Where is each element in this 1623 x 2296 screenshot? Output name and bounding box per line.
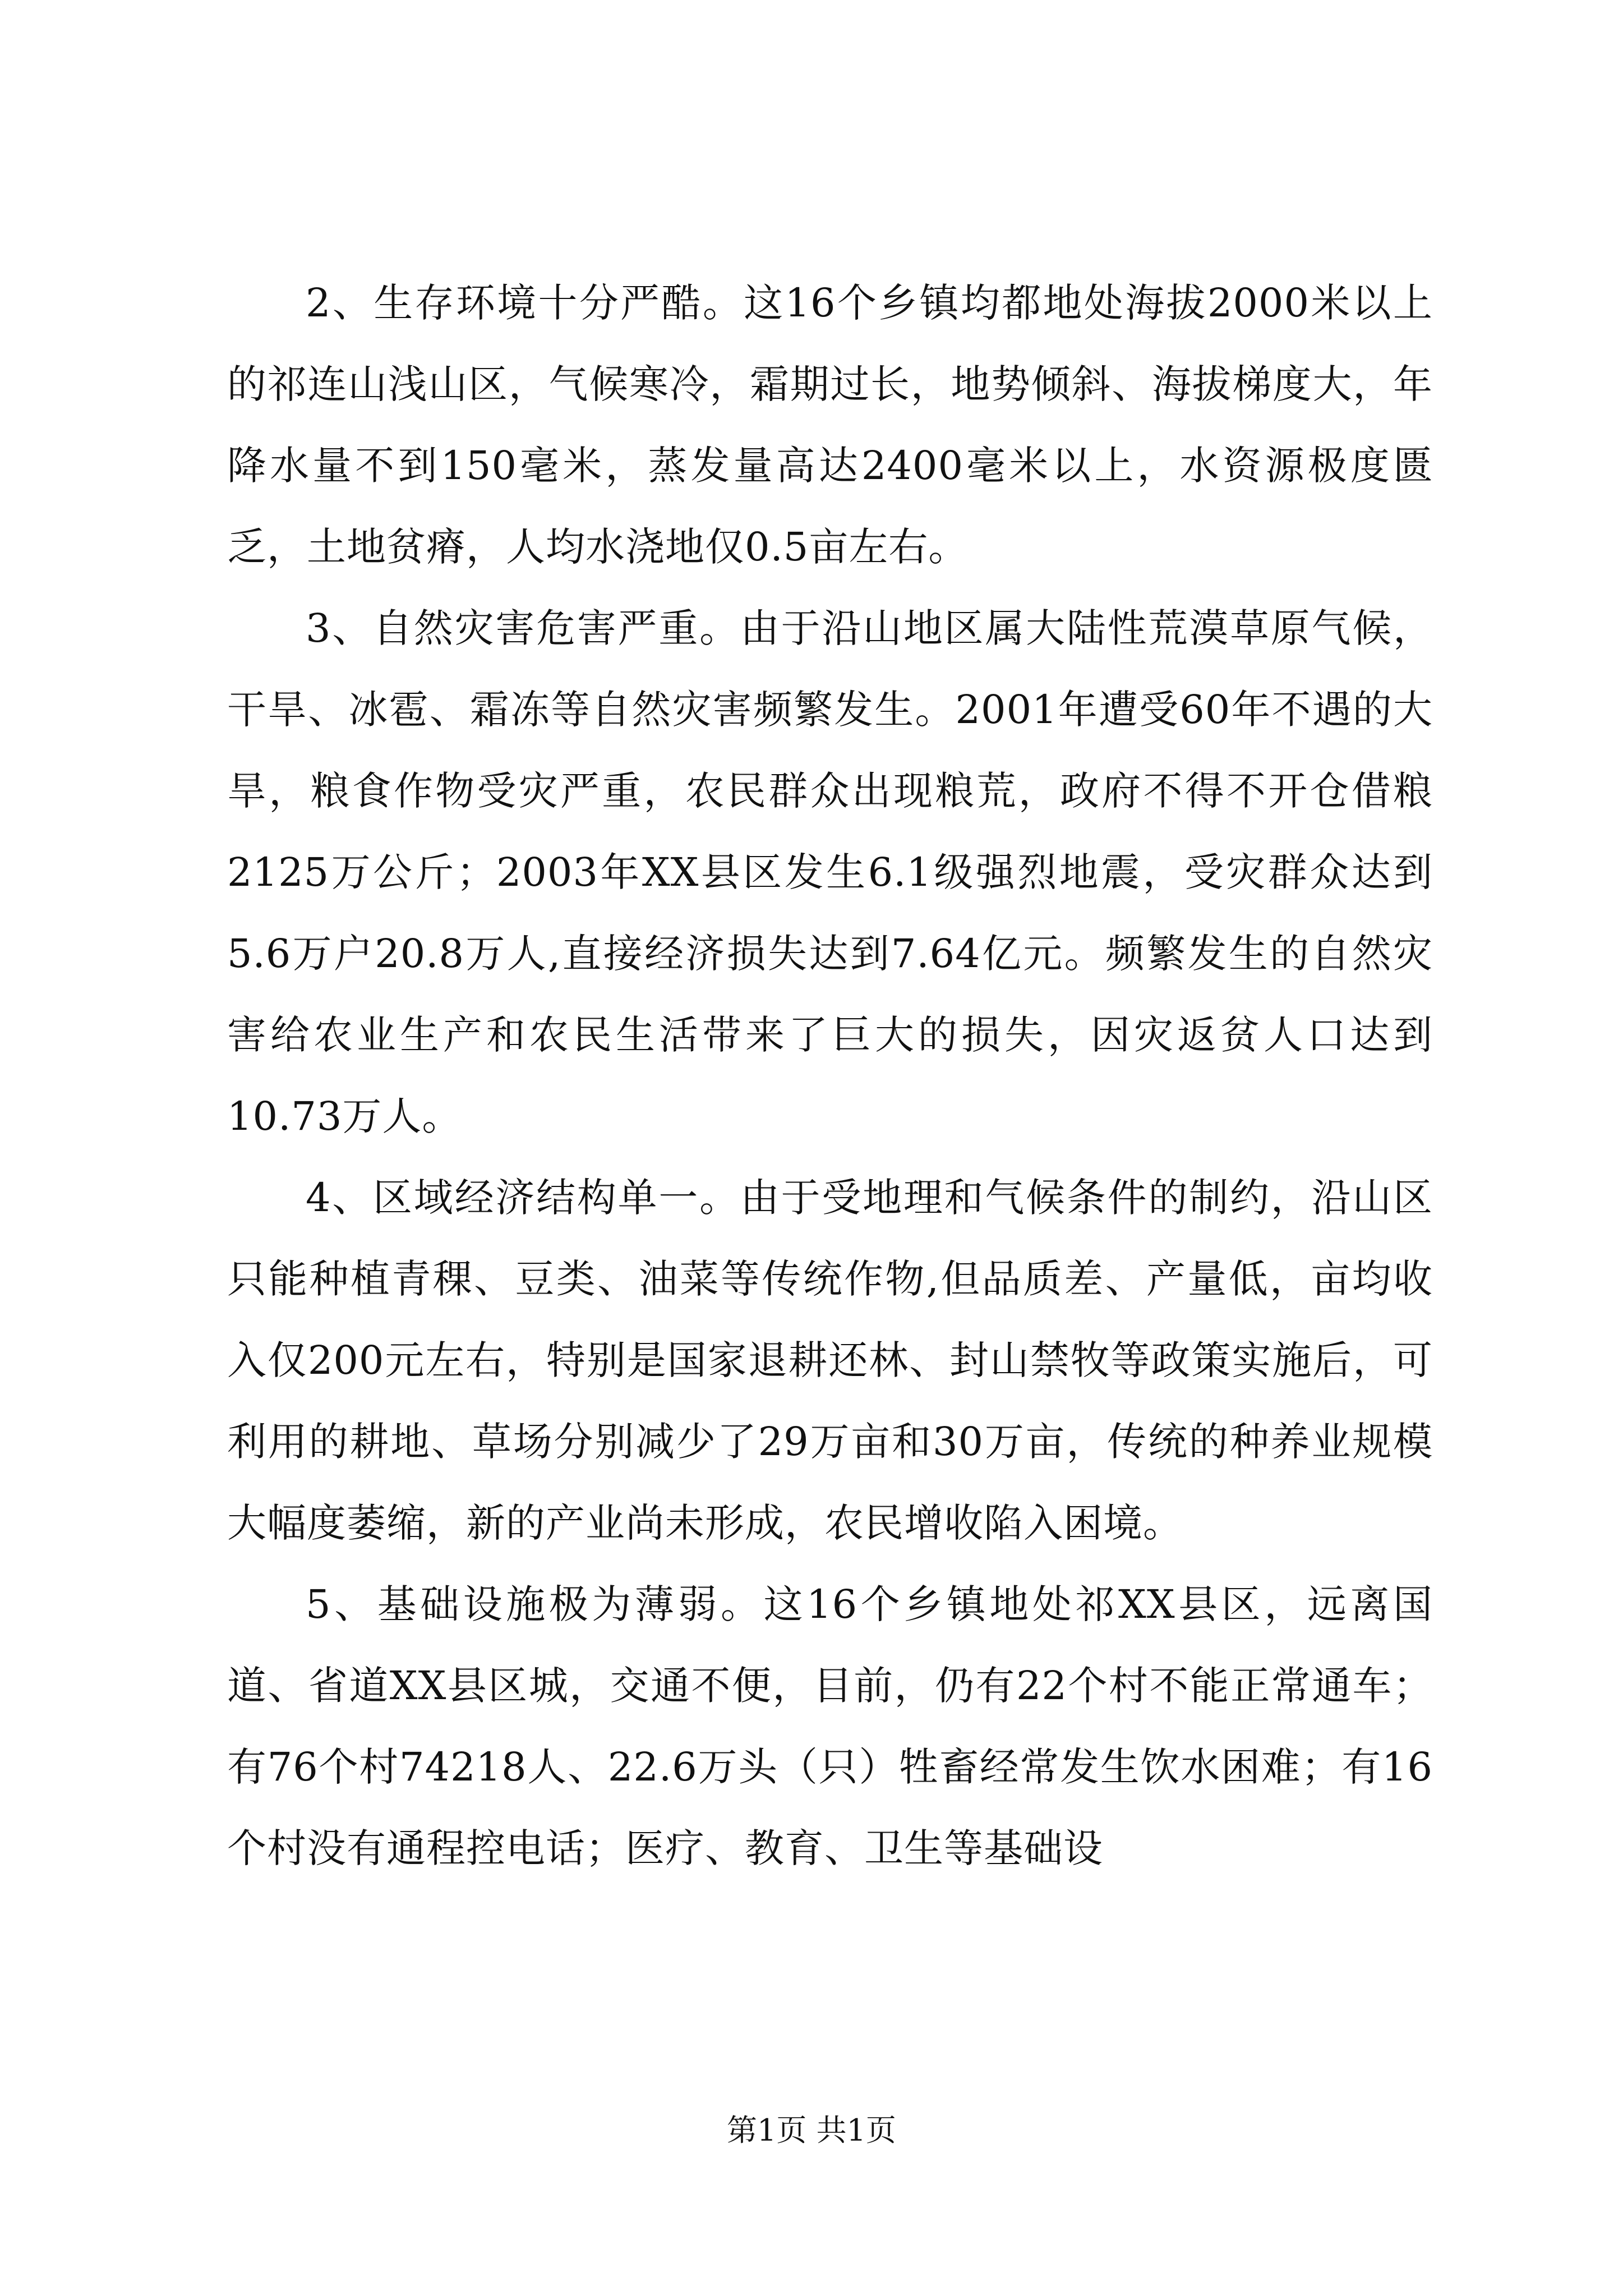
page-footer: 第1页 共1页 <box>727 2113 896 2148</box>
paragraph-natural-disasters: 3、自然灾害危害严重。由于沿山地区属大陆性荒漠草原气候，干旱、冰雹、霜冻等自然灾害频繁发生。2001年遭受60年不遇的大旱，粮食作物受灾严重，农民群众出现粮荒，政府不得不开仓借粮2125万公斤；2003年XX县区发生6.1级强烈地震，受灾群众达到5.6万户20.8万人,直接经济损失达到7.64亿元。频繁发生的自然灾害给农业生产和农民生活带来了巨大的损失，因灾返贫人口达到10.73万人。 <box>227 605 1433 1139</box>
document-body <box>227 263 1433 1889</box>
paragraph-infrastructure: 5、基础设施极为薄弱。这16个乡镇地处祁XX县区，远离国道、省道XX县区城，交通不便，目前，仍有22个村不能正常通车；有76个村74218人、22.6万头（只）牲畜经常发生饮水困难；有16个村没有通程控电话；医疗、教育、卫生等基础设 <box>227 1581 1433 1871</box>
paragraph-living-environment: 2、生存环境十分严酷。这16个乡镇均都地处海拔2000米以上的祁连山浅山区，气候寒冷，霜期过长，地势倾斜、海拔梯度大，年降水量不到150毫米，蒸发量高达2400毫米以上，水资源极度匮乏，土地贫瘠，人均水浇地仅0.5亩左右。 <box>227 280 1433 570</box>
paragraph-economic-structure: 4、区域经济结构单一。由于受地理和气候条件的制约，沿山区只能种植青稞、豆类、油菜等传统作物,但品质差、产量低，亩均收入仅200元左右，特别是国家退耕还林、封山禁牧等政策实施后，可利用的耕地、草场分别减少了29万亩和30万亩，传统的种养业规模大幅度萎缩，新的产业尚未形成，农民增收陷入困境。 <box>227 1175 1433 1546</box>
